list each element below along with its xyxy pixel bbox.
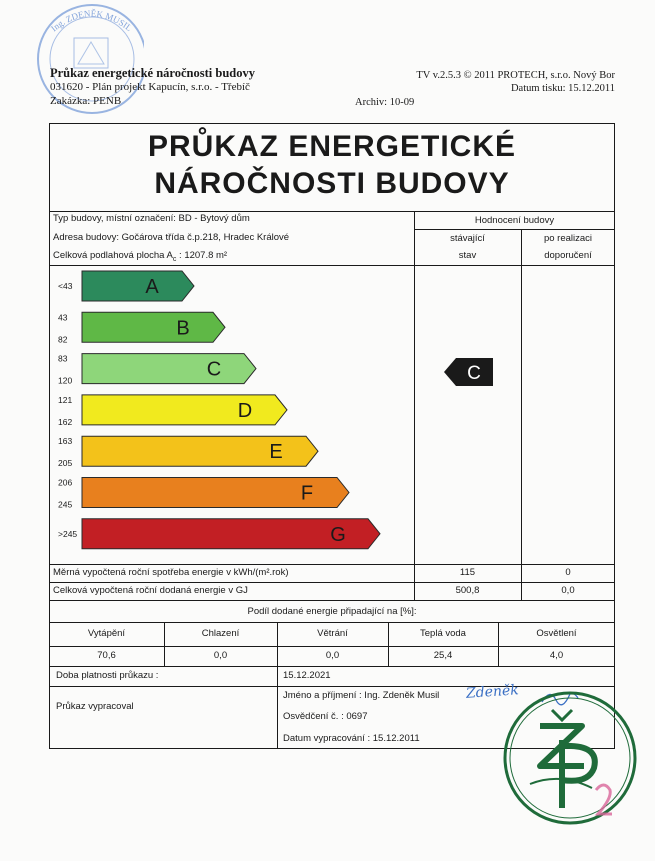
- energy-class-e: [58, 436, 318, 468]
- author-label: Průkaz vypracoval: [56, 701, 134, 712]
- class-range-high: 82: [58, 334, 68, 345]
- document-title: Průkaz energetické náročnosti budovy: [50, 66, 255, 80]
- title-line-2: NÁROČNOSTI BUDOVY: [154, 167, 510, 200]
- specific-energy-label: Měrná vypočtená roční spotřeba energie v kWh/(m².rok): [53, 567, 289, 578]
- energy-class-bar: [82, 395, 287, 425]
- building-type: Typ budovy, místní označení: BD - Bytový dům: [53, 213, 250, 224]
- share-value-lighting: 4,0: [549, 650, 564, 661]
- energy-class-g: [58, 519, 380, 549]
- energy-class-letter: E: [269, 441, 283, 464]
- monogram-stamp: [500, 688, 640, 828]
- class-range-high: 205: [58, 458, 73, 469]
- energy-class-a: [58, 271, 194, 301]
- project-line: 031620 - Plán projekt Kapucín, s.r.o. - Třebíč: [50, 81, 250, 93]
- class-range-low: 121: [58, 394, 73, 405]
- share-value-cooling: 0,0: [213, 650, 228, 661]
- specific-energy-current: 115: [459, 567, 476, 578]
- after-line2: doporučení: [544, 250, 592, 261]
- share-header-ventilation: Větrání: [317, 628, 348, 639]
- specific-energy-after: 0: [565, 567, 571, 578]
- share-value-ventilation: 0,0: [325, 650, 340, 661]
- author-date: Datum vypracování : 15.12.2011: [283, 733, 420, 744]
- floor-area-value: : 1207.8 m²: [176, 250, 228, 261]
- share-header-cooling: Chlazení: [201, 628, 240, 639]
- class-range-low: 163: [58, 436, 73, 447]
- building-address: Adresa budovy: Gočárova třída č.p.218, Hradec Králové: [53, 232, 290, 243]
- title-line-1: PRŮKAZ ENERGETICKÉ: [147, 130, 517, 163]
- class-range-low: 206: [58, 477, 73, 488]
- energy-class-bar: [82, 271, 194, 301]
- pink-mark: [592, 780, 616, 832]
- share-header-lighting: Osvětlení: [536, 628, 577, 639]
- total-energy-after: 0,0: [561, 585, 575, 596]
- energy-class-letter: F: [300, 482, 314, 505]
- energy-class-letter: G: [330, 523, 346, 546]
- class-range-low: 83: [58, 353, 68, 364]
- floor-area-subscript: c: [172, 255, 177, 263]
- energy-class-c: [58, 354, 256, 386]
- energy-class-bar: [82, 354, 256, 384]
- energy-class-letter: A: [145, 276, 159, 298]
- rating-header: Hodnocení budovy: [474, 215, 555, 226]
- energy-class-b: [58, 312, 225, 344]
- energy-class-letter: B: [176, 317, 190, 340]
- current-class-letter: C: [467, 363, 481, 384]
- class-range-low: 43: [58, 312, 68, 323]
- svg-text:Ing. ZDENĚK MUSIL: Ing. ZDENĚK MUSIL: [48, 8, 134, 34]
- share-value-hot-water: 25,4: [433, 650, 453, 661]
- total-energy-current: 500,8: [455, 585, 480, 596]
- current-class-marker: [444, 357, 494, 387]
- after-line1: po realizaci: [543, 233, 593, 244]
- share-value-heating: 70,6: [97, 650, 116, 661]
- archive-number: Archiv: 10-09: [355, 97, 415, 108]
- energy-class-bar: [82, 312, 225, 342]
- energy-class-letter: D: [237, 399, 253, 422]
- order-line: Zakázka: PENB: [50, 95, 122, 107]
- floor-area-label: Celková podlahová plocha A: [53, 250, 173, 261]
- signature: Zdeněk: [465, 682, 520, 702]
- current-state-line1: stávající: [450, 233, 485, 244]
- share-header-hot-water: Teplá voda: [420, 628, 466, 639]
- shares-title: Podíl dodané energie připadající na [%]:: [247, 606, 417, 617]
- class-range-low: <43: [58, 281, 73, 291]
- class-range-high: 245: [58, 499, 73, 510]
- energy-class-letter: C: [206, 358, 222, 381]
- energy-class-f: [58, 478, 349, 510]
- validity-value: 15.12.2021: [283, 670, 331, 681]
- author-name: Jméno a příjmení : Ing. Zdeněk Musil: [283, 690, 440, 701]
- author-certificate: Osvědčení č. : 0697: [283, 711, 368, 722]
- print-date: Datum tisku: 15.12.2011: [510, 83, 615, 94]
- energy-class-d: [58, 395, 287, 427]
- class-range-high: 162: [58, 416, 73, 427]
- validity-label: Doba platnosti průkazu :: [56, 670, 159, 681]
- class-range-high: 120: [58, 375, 73, 386]
- total-energy-label: Celková vypočtená roční dodaná energie v GJ: [53, 585, 248, 596]
- current-state-line2: stav: [458, 250, 477, 261]
- software-line: TV v.2.5.3 © 2011 PROTECH, s.r.o. Nový Bor: [416, 70, 615, 81]
- class-range-low: >245: [58, 528, 78, 539]
- share-header-heating: Vytápění: [87, 628, 126, 639]
